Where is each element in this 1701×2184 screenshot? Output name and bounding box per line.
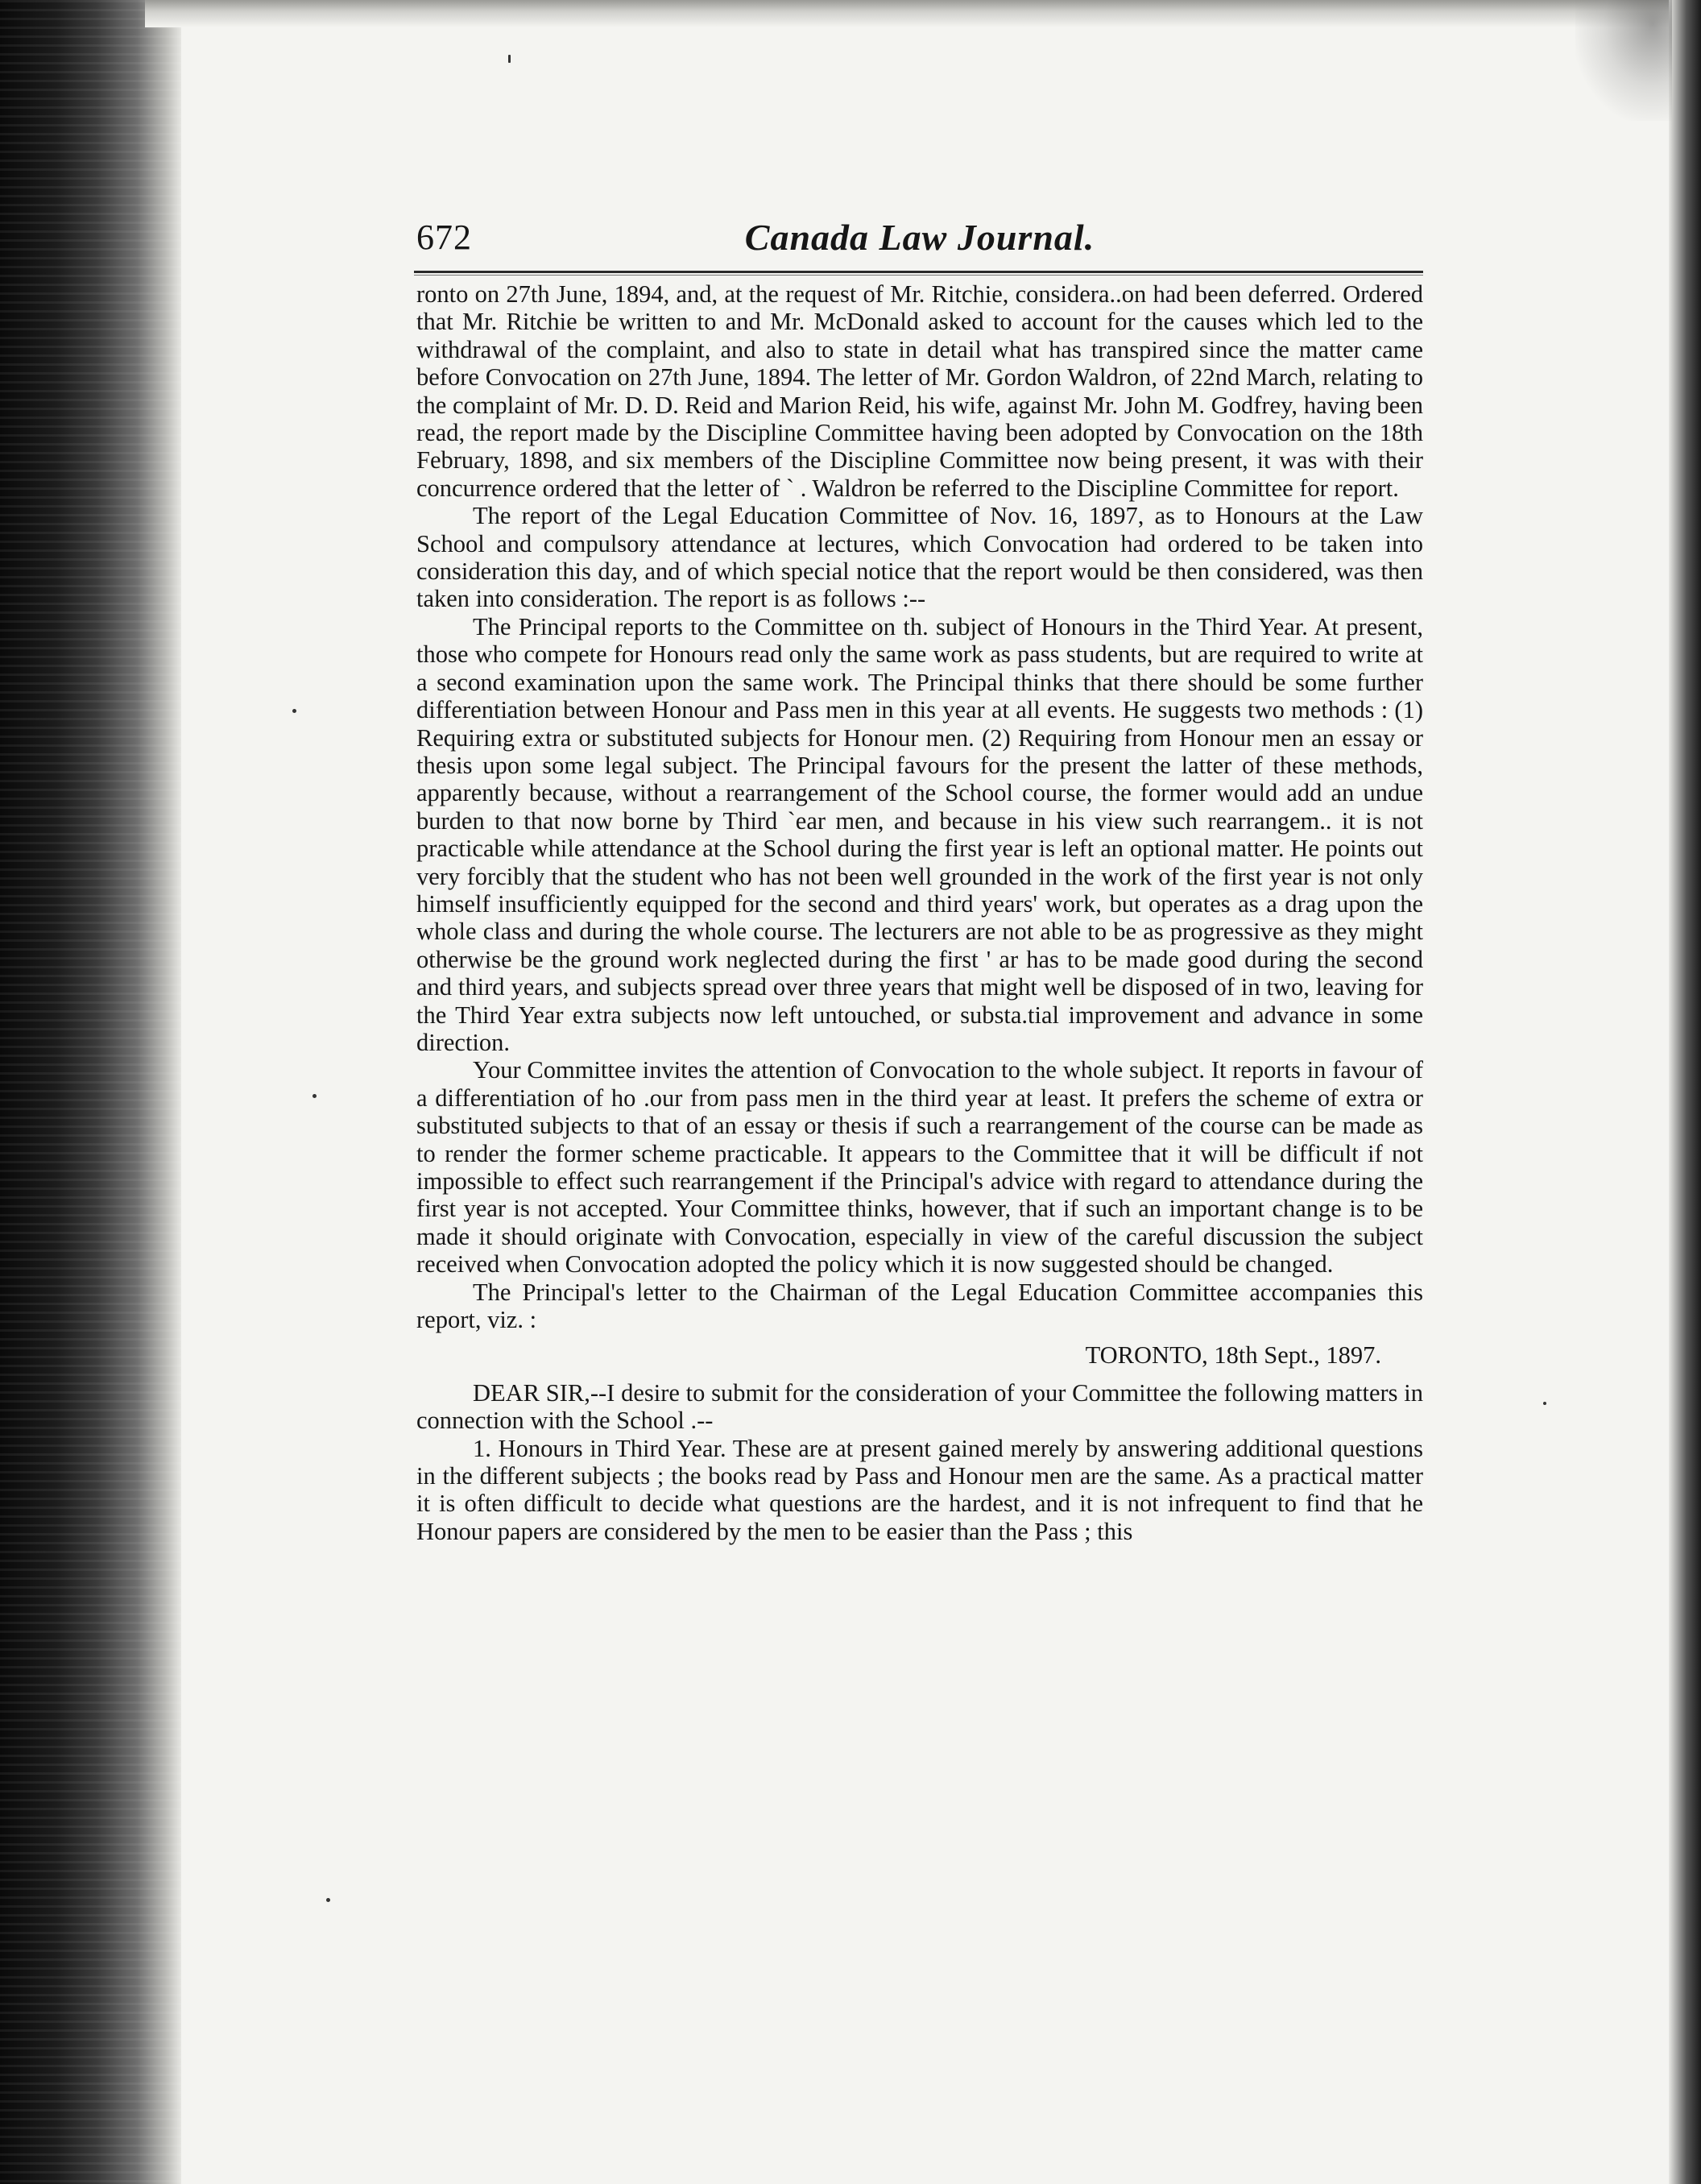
scan-top-edge [145,0,1675,27]
letter-salutation: DEAR SIR,--I desire to submit for the consideration of your Committee the following matters in connection with the School .-- [416,1378,1423,1435]
scan-speck [1543,1402,1546,1405]
paragraph: The Principal's letter to the Chairman of the Legal Education Committee accompanies this report, viz. : [416,1278,1423,1334]
scan-binding-streaks [0,0,181,2184]
header-rule [414,271,1423,276]
paragraph: ronto on 27th June, 1894, and, at the request of Mr. Ritchie, considera..on had been deferred. Ordered that Mr. Ritchie be written to and Mr. McDonald asked to account for the causes which led to the withdrawal of the complaint, and also to state in detail what has transpired since the matter came before Convocation on 27th June, 1894. The letter of Mr. Gordon Waldron, of 22nd March, relating to the complaint of Mr. D. D. Reid and Marion Reid, his wife, against Mr. John M. Godfrey, having been read, the report made by the Discipline Committee having been adopted by Convocation on the 18th February, 1898, and six members of the Discipline Committee now being present, it was with their concurrence ordered that the letter of ` . Waldron be referred to the Discipline Committee for report. [416,280,1423,502]
letter-paragraph: 1. Honours in Third Year. These are at present gained merely by answering additional questions in the different subjects ; the books read by Pass and Honour men are the same. As a practical matter it is often difficult to decide what questions are the hardest, and it is not infrequent to find that he Honour papers are considered by the men to be easier than the Pass ; this [416,1434,1423,1545]
page-number: 672 [416,218,472,257]
article-body [416,280,1423,1545]
scan-speck [326,1898,330,1902]
paragraph: The Principal reports to the Committee on th. subject of Honours in the Third Year. At present, those who compete for Honours read only the same work as pass students, but are required to write at a second examination upon the same work. The Principal thinks that there should be some further differentiation between Honour and Pass men in this year at all events. He suggests two methods : (1) Requiring extra or substituted subjects for Honour men. (2) Requiring from Honour men an essay or thesis upon some legal subject. The Principal favours for the present the latter of these methods, apparently because, without a rearrangement of the School course, the former would add an undue burden to that now borne by Third `ear men, and because in his view such rearrangem.. it is not practicable while attendance at the School during the first year is left an optional matter. He points out very forcibly that the student who has not been well grounded in the work of the first year is not only himself insufficiently equipped for the second and third years' work, but operates as a drag upon the whole class and during the whole course. The lecturers are not able to be as progressive as they might otherwise be the ground work neglected during the first ' ar has to be made good during the second and third years, and subjects spread over three years that might well be disposed of in two, leaving for the Third Year extra subjects now left untouched, or substa.tial improvement and advance in some direction. [416,612,1423,1056]
scan-speck [312,1094,317,1098]
scan-speck [508,55,511,63]
paragraph: The report of the Legal Education Committee of Nov. 16, 1897, as to Honours at the Law School and compulsory attendance at lectures, which Convocation had ordered to be taken into consideration this day, and of which special notice that the report would be then considered, was then taken into consideration. The report is as follows :-- [416,502,1423,613]
scan-right-edge [1669,0,1701,2184]
scan-right-smudge [1575,0,1672,121]
paragraph: Your Committee invites the attention of Convocation to the whole subject. It reports in favour of a differentiation of ho .our from pass men in the third year at least. It prefers the scheme of extra or substituted subjects to that of an essay or thesis if such a rearrangement of the course can be made as to render the former scheme practicable. It appears to the Committee that it will be difficult if not impossible to effect such rearrangement if the Principal's advice with regard to attendance during the first year is not accepted. Your Committee thinks, however, that if such an important change is to be made it should originate with Convocation, especially in view of the careful discussion the subject received when Convocation adopted the policy which it is now suggested should be changed. [416,1056,1423,1278]
running-head [416,211,1423,264]
letter-date-line: TORONTO, 18th Sept., 1897. [1085,1341,1381,1370]
journal-title: Canada Law Journal. [744,217,1095,258]
scan-speck [292,709,296,713]
journal-page [416,211,1423,1545]
